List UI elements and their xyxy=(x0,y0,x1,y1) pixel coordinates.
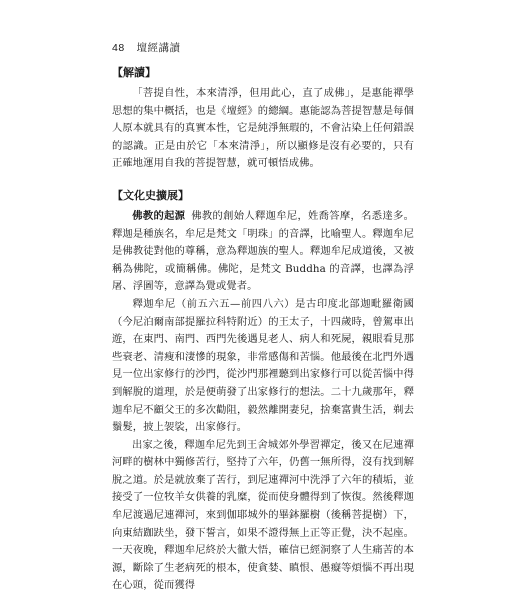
page-content xyxy=(112,64,414,595)
section-interpretation xyxy=(112,64,414,173)
paragraph-lead: 佛教的起源 xyxy=(132,209,186,222)
paragraph xyxy=(112,85,414,173)
paragraph xyxy=(112,208,414,296)
paragraph xyxy=(112,437,414,595)
paragraph-text: 出家之後，釋迦牟尼先到王舍城郊外學習禪定，後又在尼連禪河畔的樹林中獨修苦行，堅持了六年，仍舊一無所得，沒有找到解脫之道。於是就放棄了苦行，到尼連禪河中洗淨了六年的積垢，並接受了一位牧羊女供養的乳糜，從而使身體得到了恢復。然後釋迦牟尼渡過尼連禪河，來到伽耶城外的畢鉢羅樹（後稱菩提樹）下，向東結跏趺坐，發下誓言，如果不證得無上正等正覺，決不起座。一天夜晚，釋迦牟尼終於大徹大悟，確信已經洞察了人生痛苦的本源，斷除了生老病死的根本，使貪婪、瞋恨、愚癡等煩惱不再出現在心頭，從而獲得 xyxy=(112,438,414,592)
section-title-cultural-history: 【文化史擴展】 xyxy=(112,188,189,202)
section-cultural-history xyxy=(112,187,414,595)
paragraph-text: 佛教的創始人釋迦牟尼，姓喬答摩，名悉達多。釋迦是種族名，牟尼是梵文「明珠」的音譯，比喻聖人。釋迦牟尼是佛教徒對他的尊稱，意為釋迦族的聖人。釋迦牟尼成道後，又被稱為佛陀，或簡稱佛。佛陀，是梵文 Buddha 的音譯，也譯為浮屠、浮圖等，意譯為覺或覺者。 xyxy=(112,209,414,293)
book-title: 壇經講讀 xyxy=(136,42,181,54)
paragraph-text: 釋迦牟尼（前五六五—前四八六）是古印度北部迦毗羅衛國（今尼泊爾南部提羅拉科特附近）的王太子，十四歲時，曾駕車出遊，在東門、南門、西門先後遇見老人、病人和死屍，親眼看見那些衰老、清瘦和淒慘的現象，非常感傷和苦惱。他最後在北門外遇見一位出家修行的沙門，從沙門那裡聽到出家修行可以從苦惱中得到解脫的道理，於是便萌發了出家修行的想法。二十九歲那年，釋迦牟尼不顧父王的多次勸阻，毅然離開妻兒，捨棄富貴生活，剃去鬚髮，披上袈裟，出家修行。 xyxy=(112,297,414,434)
paragraph xyxy=(112,296,414,437)
section-title-interpretation: 【解讀】 xyxy=(112,66,156,79)
page-number: 48 xyxy=(112,42,125,54)
paragraph-text: 「菩提自性，本來清淨，但用此心，直了成佛」，是惠能禪學思想的集中概括，也是《壇經》的總綱。惠能認為菩提智慧是每個人原本就具有的真實本性，它是純淨無瑕的，不會沾染上任何錯誤的認識。正是由於它「本來清淨」，所以顯修是沒有必要的，只有正確地運用自我的菩提智慧，就可頓悟成佛。 xyxy=(112,87,414,170)
running-header xyxy=(112,40,181,55)
